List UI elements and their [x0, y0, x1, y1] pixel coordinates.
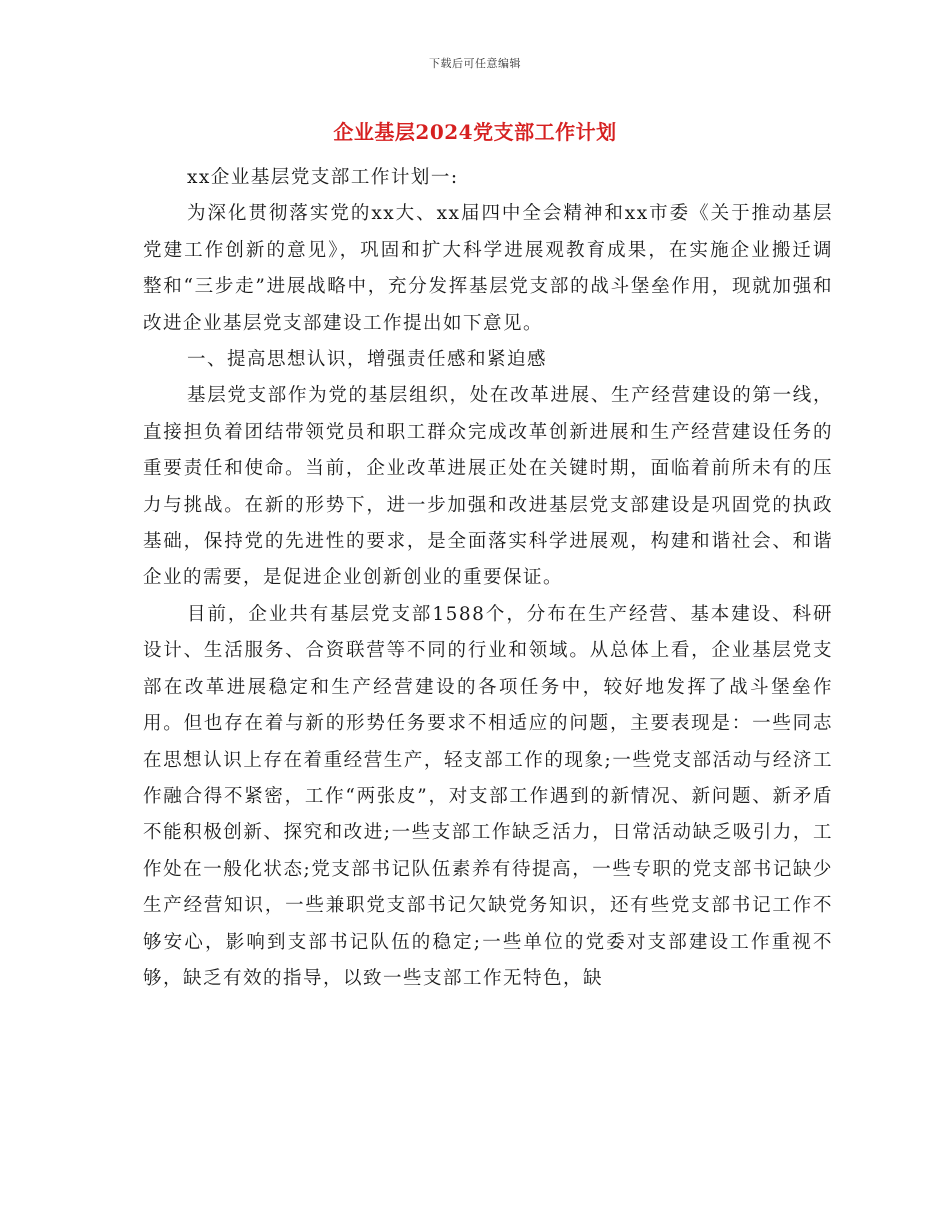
document-title: 企业基层2024党支部工作计划	[333, 120, 617, 144]
paragraph-purpose: 为深化贯彻落实党的xx大、xx届四中全会精神和xx市委《关于推动基层党建工作创新的意见》，巩固和扩大科学进展观教育成果，在实施企业搬迁调整和“三步走”进展战略中，充分发挥基层党支部的战斗堡垒作用，现就加强和改进企业基层党支部建设工作提出如下意见。	[143, 203, 833, 334]
section-heading-1: 一、提高思想认识，增强责任感和紧迫感	[187, 349, 548, 371]
paragraph-current-status: 目前，企业共有基层党支部1588个，分布在生产经营、基本建设、科研设计、生活服务、合资联营等不同的行业和领域。从总体上看，企业基层党支部在改革进展稳定和生产经营建设的各项任务中，较好地发挥了战斗堡垒作用。但也存在着与新的形势任务要求不相适应的问题，主要表现是：一些同志在思想认识上存在着重经营生产，轻支部工作的现象;一些党支部活动与经济工作融合得不紧密，工作“两张皮”，对支部工作遇到的新情况、新问题、新矛盾不能积极创新、探究和改进;一些支部工作缺乏活力，日常活动缺乏吸引力，工作处在一般化状态;党支部书记队伍素养有待提高，一些专职的党支部书记缺少生产经营知识，一些兼职党支部书记欠缺党务知识，还有些党支部书记工作不够安心，影响到支部书记队伍的稳定;一些单位的党委对支部建设工作重视不够，缺乏有效的指导，以致一些支部工作无特色，缺	[143, 603, 833, 989]
paragraph-intro: xx企业基层党支部工作计划一:	[187, 167, 459, 188]
header-note: 下载后可任意编辑	[429, 57, 521, 70]
paragraph-importance: 基层党支部作为党的基层组织，处在改革进展、生产经营建设的第一线，直接担负着团结带领党员和职工群众完成改革创新进展和生产经营建设任务的重要责任和使命。当前，企业改革进展正处在关键时期，面临着前所未有的压力与挑战。在新的形势下，进一步加强和改进基层党支部建设是巩固党的执政基础，保持党的先进性的要求，是全面落实科学进展观，构建和谐社会、和谐企业的需要，是促进企业创新创业的重要保证。	[143, 385, 833, 589]
document-body	[143, 160, 833, 997]
